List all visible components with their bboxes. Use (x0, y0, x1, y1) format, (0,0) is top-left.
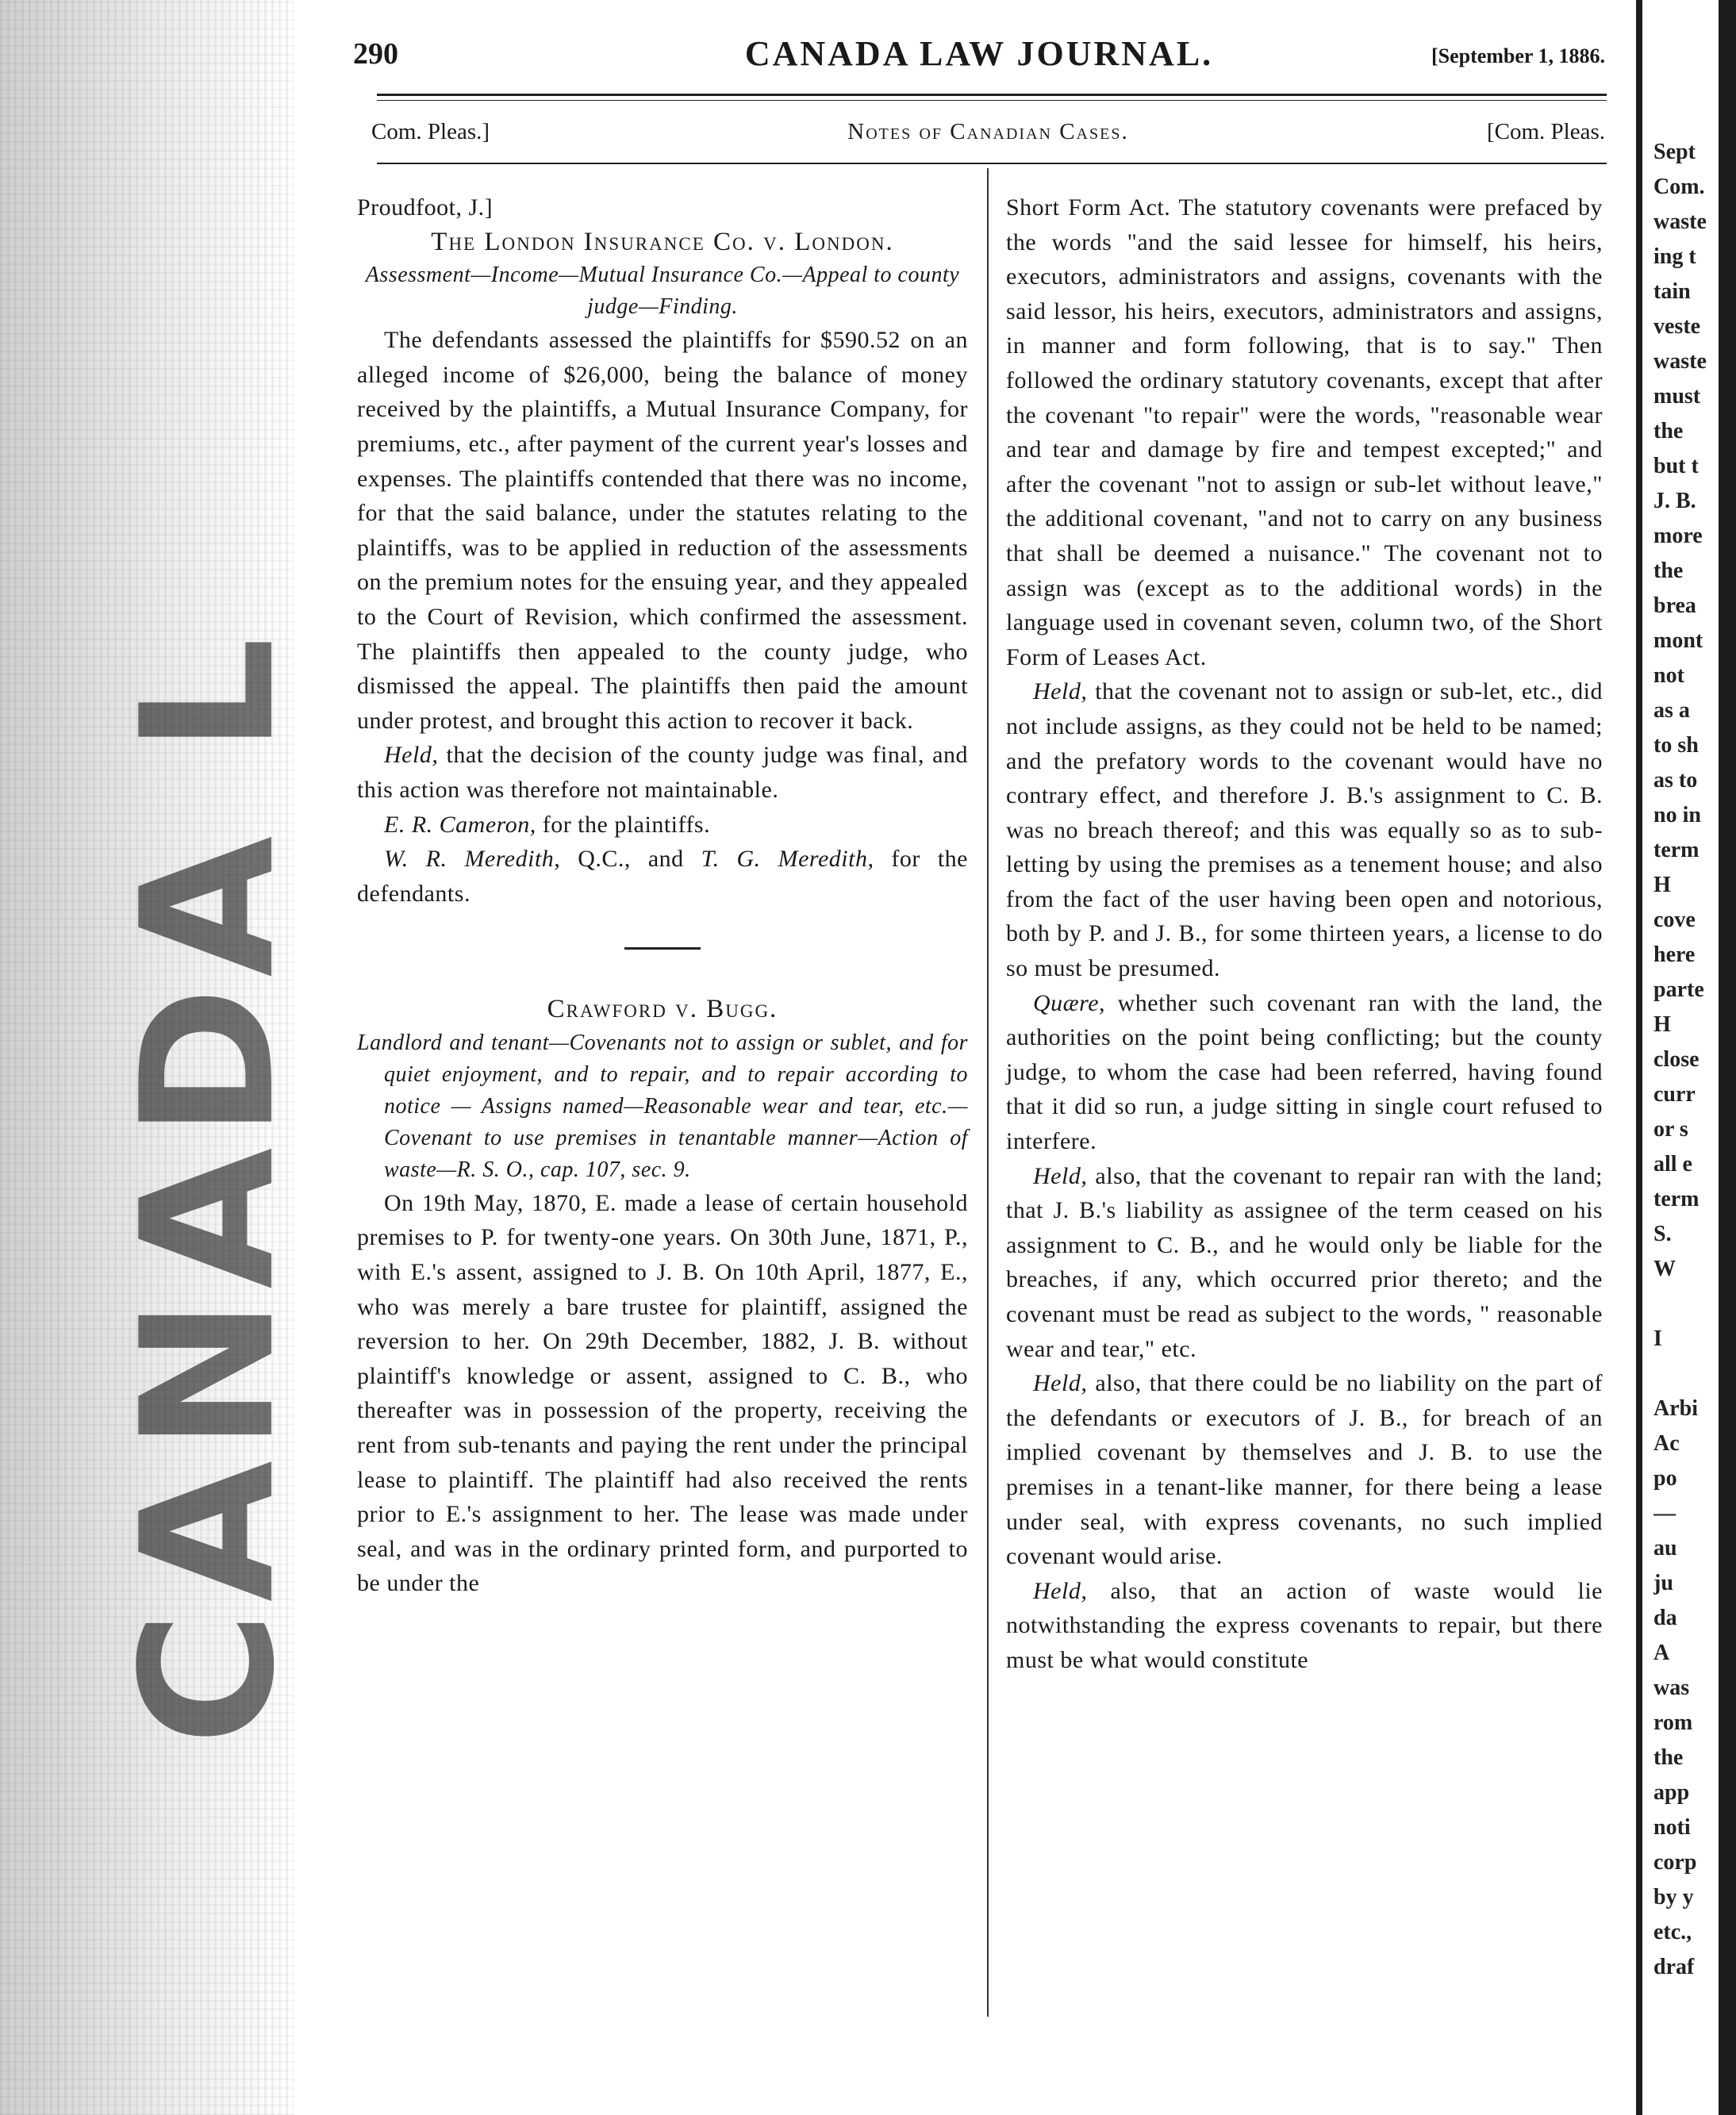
case-holding (1006, 674, 1603, 985)
court-label-left: Com. Pleas.] (371, 119, 490, 144)
facing-page-fragment: rom (1653, 1710, 1693, 1735)
section-rule (377, 163, 1607, 164)
facing-page-fragment: tain (1653, 279, 1691, 304)
case-separator (624, 947, 701, 950)
page-fold-shadow (1636, 0, 1642, 2115)
facing-page-fragment: H (1653, 873, 1671, 897)
facing-page-fragment: close (1653, 1047, 1700, 1072)
court-label-right: [Com. Pleas. (1486, 119, 1605, 144)
held-label: Held, (1033, 1162, 1088, 1189)
facing-page-fragment: Ac (1653, 1431, 1680, 1456)
counsel-defendants (357, 842, 968, 911)
facing-page-fragment: cove (1653, 908, 1696, 932)
column-divider (987, 168, 989, 2017)
judge-line: Proudfoot, J.] (357, 194, 494, 221)
counsel-name: E. R. Cameron, (384, 811, 536, 838)
counsel-qc: Q.C., and (560, 846, 701, 873)
facing-page-strip (1636, 0, 1736, 2115)
facing-page-fragment: veste (1653, 314, 1701, 339)
header-rule-thick (377, 94, 1607, 96)
facing-page-fragment: J. B. (1653, 489, 1696, 513)
bleed-through-text: CANADA L (103, 628, 315, 1745)
facing-page-fragment: waste (1653, 209, 1707, 234)
case-holding (1006, 1574, 1603, 1678)
held-label: Held, (1033, 678, 1088, 705)
facing-page-text-fragments (1653, 135, 1707, 1985)
case-holding (1006, 1366, 1603, 1574)
facing-page-fragment (1653, 1287, 1707, 1322)
facing-page-fragment: curr (1653, 1082, 1696, 1107)
quaere-label: Quære, (1033, 989, 1106, 1016)
facing-page-fragment: noti (1653, 1815, 1691, 1840)
held-text: also, that the covenant to repair ran with the land; that J. B.'s liability as assignee of the term ceased on his assignment to C. B., and he would only be liable for the breaches, if any, which occurred prior thereto; and the covenant must be read as subject to the words, " reasonable wear and tear," etc. (1006, 1162, 1603, 1362)
facing-page-fragment: the (1653, 558, 1684, 583)
facing-page-fragment: not (1653, 663, 1684, 688)
facing-page-fragment: app (1653, 1780, 1690, 1805)
held-text: also, that an action of waste would lie notwithstanding the express covenants to repair, but there must be what would constitute (1006, 1577, 1603, 1673)
case-holding (357, 738, 968, 807)
facing-page-fragment: ing t (1653, 244, 1696, 269)
facing-page-fragment: draf (1653, 1955, 1695, 1979)
facing-page-fragment: po (1653, 1466, 1677, 1491)
facing-page-fragment: Com. (1653, 175, 1705, 199)
section-title: Notes of Canadian Cases. (847, 119, 1129, 144)
facing-page-fragment: da (1653, 1606, 1677, 1630)
facing-page-fragment: W (1653, 1257, 1676, 1281)
facing-page-fragment (1653, 1357, 1707, 1391)
held-label: Held, (1033, 1370, 1088, 1397)
case-title: The London Insurance Co. v. London. (431, 227, 894, 256)
running-head (353, 29, 1605, 84)
facing-page-fragment: parte (1653, 977, 1704, 1002)
facing-page-fragment: by y (1653, 1885, 1694, 1910)
facing-page-fragment: all e (1653, 1152, 1692, 1176)
case-facts: The defendants assessed the plaintiffs for $590.52 on an alleged income of $26,000, being the balance of money received by the plaintiffs, a Mutual Insurance Company, for premiums, etc., after payment of the current year's losses and expenses. The plaintiffs contended that there was no income, for that the said balance, under the statutes relating to the plaintiffs, was to be applied in reduction of the assessments on the premium notes for the ensuing year, and they appealed to the Court of Revision, which confirmed the assessment. The plaintiffs then appealed to the county judge, who dismissed the appeal. The plaintiffs then paid the amount under protest, and brought this action to recover it back. (357, 327, 968, 734)
quaere-text: whether such covenant ran with the land, the authorities on the point being conflicting; but the county judge, to whom the case had been referred, having found that it did so run, a judge sitting in single court refused to interfere. (1006, 989, 1603, 1155)
counsel-role: for the defendants. (357, 846, 968, 907)
facing-page-fragment: no in (1653, 803, 1701, 827)
facing-page-fragment: as a (1653, 698, 1690, 723)
facing-page-fragment: here (1653, 942, 1696, 967)
facing-page-fragment: must (1653, 384, 1701, 409)
journal-title: CANADA LAW JOURNAL. (744, 34, 1214, 73)
page-number: 290 (353, 37, 398, 71)
facing-page-fragment: term (1653, 838, 1700, 862)
counsel-plaintiffs (357, 808, 968, 843)
case-facts-continued: Short Form Act. The statutory covenants were prefaced by the words "and the said lessee for himself, his heirs, executors, administrators and assigns, covenants with the said lessor, his heirs, executors, administrators and assigns, in manner and form following, that is to say." Then followed the ordinary statutory covenants, except that after the covenant "to repair" were the words, "reasonable wear and tear and damage by fire and tempest excepted;" and after the covenant "not to assign or sub-let without leave," the additional covenant, "and not to carry on any business that shall be deemed a nuisance." The covenant not to assign was (except as to the additional words) in the language used in covenant seven, column two, of the Short Form of Leases Act. (1006, 194, 1603, 670)
facing-page-fragment: mont (1653, 628, 1703, 653)
issue-date: [September 1, 1886. (1431, 44, 1605, 67)
held-text: that the decision of the county judge was final, and this action was therefore not maintainable. (357, 742, 968, 803)
held-text: also, that there could be no liability on the part of the defendants or executors of J. B., for breach of an implied covenant by themselves and J. B. to use the premises in a tenant-like manner, for there being a lease under seal, with express covenants, no such implied covenant would arise. (1006, 1370, 1603, 1570)
case-facts: On 19th May, 1870, E. made a lease of certain household premises to P. for twenty-one years. On 30th June, 1871, P., with E.'s assent, assigned to J. B. On 10th April, 1877, E., who was merely a bare trustee for plaintiff, assigned the reversion to her. On 29th December, 1882, J. B. without plaintiff's knowledge or assent, assigned to C. B., who thereafter was in possession of the property, receiving the rent from sub-tenants and paying the rent under the principal lease to plaintiff. The plaintiff had also received the rents prior to E.'s assignment to her. The lease was made under seal, and was in the ordinary printed form, and purported to be under the (357, 1189, 968, 1597)
facing-page-fragment: A (1653, 1641, 1670, 1665)
facing-page-fragment: or s (1653, 1117, 1688, 1142)
counsel-role: for the plaintiffs. (536, 811, 711, 838)
scanner-right-edge (1719, 0, 1736, 2115)
section-head (371, 119, 1605, 151)
facing-page-fragment: Arbi (1653, 1396, 1698, 1421)
facing-page-fragment: more (1653, 524, 1703, 548)
right-column (1006, 190, 1603, 1678)
facing-page-fragment: au (1653, 1536, 1677, 1560)
facing-page-fragment: H (1653, 1012, 1671, 1037)
facing-page-fragment: term (1653, 1187, 1700, 1211)
left-column (357, 190, 968, 1601)
facing-page-fragment: the (1653, 1745, 1684, 1770)
facing-page-fragment: waste (1653, 349, 1707, 374)
header-rule-thin (377, 100, 1607, 101)
facing-page-fragment: brea (1653, 593, 1696, 618)
facing-page-fragment: — (1653, 1501, 1676, 1526)
facing-page-fragment: was (1653, 1675, 1690, 1700)
facing-page-fragment: I (1653, 1326, 1662, 1351)
facing-page-fragment: but t (1653, 454, 1699, 478)
case-headnote: Landlord and tenant—Covenants not to assign or sublet, and for quiet enjoyment, and to repair, and to repair according to notice — Assigns named—Reasonable wear and tear, etc.—Covenant to use premises in tenantable manner—Action of waste—R. S. O., cap. 107, sec. 9. (357, 1030, 968, 1182)
facing-page-fragment: etc., (1653, 1920, 1692, 1944)
held-label: Held, (1033, 1577, 1088, 1604)
facing-page-fragment: Sept (1653, 140, 1696, 164)
facing-page-fragment: as to (1653, 768, 1698, 793)
scanner-left-margin (0, 0, 315, 2115)
case-headnote: Assessment—Income—Mutual Insurance Co.—Appeal to county judge—Finding. (365, 263, 960, 320)
counsel-name: T. G. Meredith, (701, 846, 874, 873)
case-holding (1006, 1159, 1603, 1367)
facing-page-fragment: to sh (1653, 733, 1699, 758)
facing-page-fragment: S. (1653, 1222, 1672, 1246)
held-label: Held, (384, 742, 439, 769)
facing-page-fragment: ju (1653, 1571, 1673, 1595)
counsel-name: W. R. Meredith, (384, 846, 561, 873)
facing-page-fragment: the (1653, 419, 1684, 443)
case-quaere (1006, 986, 1603, 1159)
case-title: Crawford v. Bugg. (547, 995, 778, 1024)
facing-page-fragment: corp (1653, 1850, 1697, 1875)
held-text: that the covenant not to assign or sub-let, etc., did not include assigns, as they could not be held to be named; and the prefatory words to the covenant would have no contrary effect, and therefore J. B.'s assignment to C. B. was no breach thereof; and this was equally so as to sub-letting by using the premises as a tenement house; and also from the fact of the user having been open and notorious, both by P. and J. B., for some thirteen years, a license to do so must be presumed. (1006, 678, 1603, 982)
